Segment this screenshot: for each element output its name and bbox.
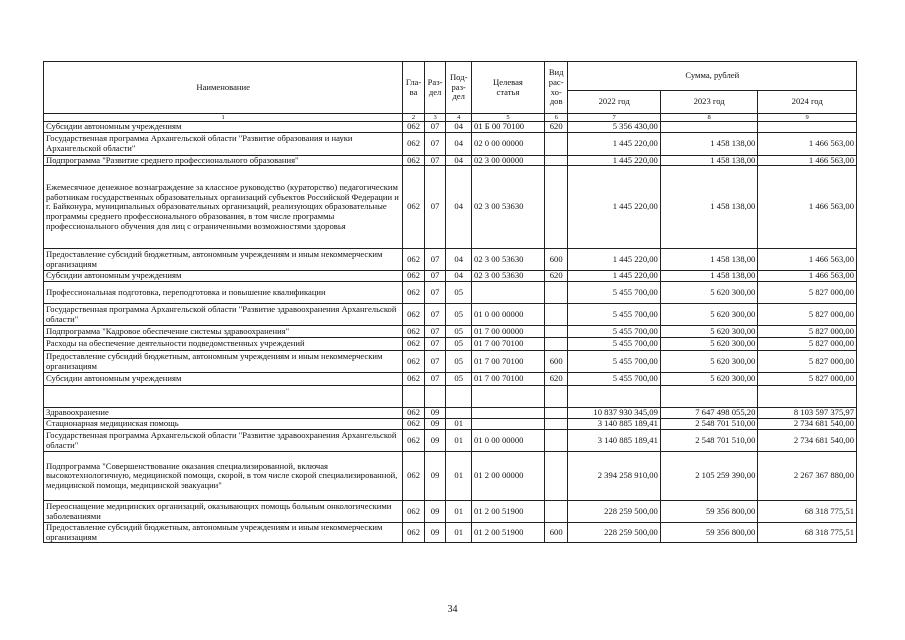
table-row	[44, 249, 857, 271]
row-name	[44, 386, 403, 408]
table-row	[44, 351, 857, 373]
row-subsection: 05	[446, 282, 472, 304]
table-row	[44, 419, 857, 430]
row-expense-kind: 620	[544, 271, 568, 282]
row-chapter: 062	[403, 419, 425, 430]
row-name: Субсидии автономным учреждениям	[44, 373, 403, 386]
row-subsection: 05	[446, 304, 472, 326]
row-sum-2022: 5 356 430,00	[568, 122, 660, 133]
row-name: Ежемесячное денежное вознаграждение за классное руководство (кураторство) педагогическим работникам государственных образовательных организаций субъектов Российской Федерации и г. Байконура, муниципальных образовательных организаций, реализующих образовательные программы среднего профессионального образования, в том числе программы профессионального обучения для лиц с ограниченными возможностями здоровья	[44, 166, 403, 249]
row-expense-kind	[544, 326, 568, 338]
row-chapter: 062	[403, 338, 425, 351]
table-row	[44, 452, 857, 501]
table-row	[44, 166, 857, 249]
column-number: 4	[446, 114, 472, 122]
row-expense-kind: 600	[544, 523, 568, 543]
row-target-article: 02 0 00 00000	[472, 132, 545, 155]
row-name: Подпрограмма "Совершенствование оказания специализированной, включая высокотехнологичную, медицинской помощи, скорой, в том числе скорой специализированной, медицинской помощи, медицинской эвакуации"	[44, 452, 403, 501]
table-row	[44, 386, 857, 408]
row-chapter: 062	[403, 501, 425, 523]
row-sum-2023: 59 356 800,00	[660, 501, 758, 523]
row-section: 07	[424, 373, 446, 386]
row-chapter: 062	[403, 351, 425, 373]
row-subsection: 01	[446, 430, 472, 452]
header-subsection	[446, 62, 472, 114]
header-subsection-text: Под- раз- дел	[449, 72, 468, 102]
row-chapter: 062	[403, 304, 425, 326]
row-target-article: 01 7 00 70100	[472, 351, 545, 373]
row-name: Государственная программа Архангельской области "Развитие здравоохранения Архангельской области"	[44, 304, 403, 326]
row-sum-2024: 2 267 367 880,00	[758, 452, 857, 501]
row-section: 07	[424, 166, 446, 249]
row-sum-2022: 228 259 500,00	[568, 523, 660, 543]
row-name: Стационарная медицинская помощь	[44, 419, 403, 430]
row-subsection	[446, 386, 472, 408]
row-subsection: 05	[446, 338, 472, 351]
row-name: Субсидии автономным учреждениям	[44, 271, 403, 282]
row-name: Государственная программа Архангельской области "Развитие здравоохранения Архангельской области"	[44, 430, 403, 452]
row-section: 07	[424, 249, 446, 271]
row-name: Расходы на обеспечение деятельности подведомственных учреждений	[44, 338, 403, 351]
row-subsection: 01	[446, 501, 472, 523]
row-subsection: 04	[446, 271, 472, 282]
row-sum-2022: 1 445 220,00	[568, 249, 660, 271]
row-chapter: 062	[403, 408, 425, 419]
row-section: 09	[424, 408, 446, 419]
row-sum-2023: 1 458 138,00	[660, 271, 758, 282]
row-name: Предоставление субсидий бюджетным, автономным учреждениям и иным некоммерческим организациям	[44, 351, 403, 373]
row-section: 07	[424, 271, 446, 282]
row-subsection	[446, 408, 472, 419]
row-chapter: 062	[403, 452, 425, 501]
row-sum-2023	[660, 386, 758, 408]
header-name: Наименование	[44, 62, 403, 114]
header-sum: Сумма, рублей	[568, 62, 857, 91]
row-target-article: 01 2 00 51900	[472, 501, 545, 523]
row-subsection: 04	[446, 122, 472, 133]
row-expense-kind	[544, 430, 568, 452]
row-chapter: 062	[403, 132, 425, 155]
table-row	[44, 501, 857, 523]
table-body	[44, 122, 857, 543]
row-sum-2022	[568, 386, 660, 408]
row-expense-kind	[544, 419, 568, 430]
row-subsection: 05	[446, 326, 472, 338]
row-target-article: 02 3 00 00000	[472, 155, 545, 166]
row-sum-2023: 1 458 138,00	[660, 166, 758, 249]
row-sum-2023: 1 458 138,00	[660, 249, 758, 271]
table-row	[44, 155, 857, 166]
header-section-text: Раз- дел	[427, 76, 443, 97]
row-sum-2024: 1 466 563,00	[758, 249, 857, 271]
row-sum-2022: 1 445 220,00	[568, 166, 660, 249]
column-number: 1	[44, 114, 403, 122]
table-row	[44, 338, 857, 351]
row-target-article	[472, 419, 545, 430]
table-row	[44, 373, 857, 386]
row-sum-2022: 5 455 700,00	[568, 304, 660, 326]
header-target	[472, 62, 545, 114]
row-sum-2022: 1 445 220,00	[568, 155, 660, 166]
row-name: Здравоохранение	[44, 408, 403, 419]
row-sum-2024: 2 734 681 540,00	[758, 430, 857, 452]
row-section	[424, 386, 446, 408]
row-sum-2023: 5 620 300,00	[660, 373, 758, 386]
row-sum-2023: 59 356 800,00	[660, 523, 758, 543]
row-section: 07	[424, 155, 446, 166]
row-target-article	[472, 386, 545, 408]
row-target-article: 02 3 00 53630	[472, 249, 545, 271]
row-name: Предоставление субсидий бюджетным, автономным учреждениям и иным некоммерческим организациям	[44, 523, 403, 543]
row-expense-kind	[544, 155, 568, 166]
row-section: 07	[424, 122, 446, 133]
row-target-article: 01 7 00 70100	[472, 338, 545, 351]
row-name: Государственная программа Архангельской области "Развитие образования и науки Архангельской области"	[44, 132, 403, 155]
row-section: 09	[424, 419, 446, 430]
row-sum-2022: 2 394 258 910,00	[568, 452, 660, 501]
row-sum-2023: 1 458 138,00	[660, 155, 758, 166]
row-sum-2024: 8 103 597 375,97	[758, 408, 857, 419]
row-expense-kind	[544, 338, 568, 351]
table-row	[44, 523, 857, 543]
row-subsection: 04	[446, 166, 472, 249]
row-name: Предоставление субсидий бюджетным, автономным учреждениям и иным некоммерческим организациям	[44, 249, 403, 271]
column-number: 5	[472, 114, 545, 122]
row-sum-2024: 5 827 000,00	[758, 282, 857, 304]
row-target-article	[472, 282, 545, 304]
row-sum-2024: 5 827 000,00	[758, 304, 857, 326]
row-sum-2023: 5 620 300,00	[660, 338, 758, 351]
row-sum-2022: 1 445 220,00	[568, 271, 660, 282]
table-row	[44, 122, 857, 133]
row-chapter: 062	[403, 373, 425, 386]
row-target-article: 01 7 00 00000	[472, 326, 545, 338]
row-sum-2024: 5 827 000,00	[758, 326, 857, 338]
row-expense-kind: 620	[544, 373, 568, 386]
row-sum-2024: 1 466 563,00	[758, 155, 857, 166]
row-chapter	[403, 386, 425, 408]
header-chapter	[403, 62, 425, 114]
row-target-article	[472, 408, 545, 419]
row-target-article: 01 0 00 00000	[472, 304, 545, 326]
table-row	[44, 304, 857, 326]
row-name: Профессиональная подготовка, переподготовка и повышение квалификации	[44, 282, 403, 304]
row-sum-2024: 5 827 000,00	[758, 373, 857, 386]
row-expense-kind	[544, 501, 568, 523]
header-year-2023: 2023 год	[660, 91, 758, 114]
row-name: Подпрограмма "Развитие среднего профессионального образования"	[44, 155, 403, 166]
row-sum-2024: 2 734 681 540,00	[758, 419, 857, 430]
row-expense-kind	[544, 408, 568, 419]
column-number: 2	[403, 114, 425, 122]
row-expense-kind	[544, 452, 568, 501]
row-subsection: 05	[446, 351, 472, 373]
row-sum-2022: 3 140 885 189,41	[568, 419, 660, 430]
header-year-2022: 2022 год	[568, 91, 660, 114]
row-sum-2023: 5 620 300,00	[660, 326, 758, 338]
row-chapter: 062	[403, 326, 425, 338]
row-sum-2023	[660, 122, 758, 133]
row-section: 07	[424, 351, 446, 373]
header-year-2024: 2024 год	[758, 91, 857, 114]
header-section	[424, 62, 446, 114]
row-sum-2023: 5 620 300,00	[660, 282, 758, 304]
row-sum-2024: 68 318 775,51	[758, 523, 857, 543]
row-chapter: 062	[403, 166, 425, 249]
column-number: 3	[424, 114, 446, 122]
row-section: 09	[424, 452, 446, 501]
row-sum-2024: 1 466 563,00	[758, 132, 857, 155]
table-row	[44, 326, 857, 338]
row-target-article: 01 2 00 00000	[472, 452, 545, 501]
row-sum-2023: 2 105 259 390,00	[660, 452, 758, 501]
row-section: 07	[424, 132, 446, 155]
row-sum-2022: 5 455 700,00	[568, 351, 660, 373]
row-sum-2022: 1 445 220,00	[568, 132, 660, 155]
row-chapter: 062	[403, 155, 425, 166]
row-sum-2022: 10 837 930 345,09	[568, 408, 660, 419]
column-number: 9	[758, 114, 857, 122]
row-expense-kind	[544, 282, 568, 304]
column-number-row	[44, 114, 857, 122]
table-row	[44, 132, 857, 155]
row-sum-2022: 5 455 700,00	[568, 373, 660, 386]
row-sum-2022: 3 140 885 189,41	[568, 430, 660, 452]
row-target-article: 01 7 00 70100	[472, 373, 545, 386]
row-section: 07	[424, 338, 446, 351]
row-target-article: 02 3 00 53630	[472, 271, 545, 282]
row-chapter: 062	[403, 282, 425, 304]
row-subsection: 01	[446, 452, 472, 501]
row-sum-2024: 1 466 563,00	[758, 166, 857, 249]
row-subsection: 01	[446, 419, 472, 430]
row-expense-kind: 600	[544, 351, 568, 373]
row-section: 09	[424, 501, 446, 523]
row-sum-2023: 2 548 701 510,00	[660, 419, 758, 430]
row-chapter: 062	[403, 249, 425, 271]
row-sum-2023: 5 620 300,00	[660, 304, 758, 326]
row-sum-2022: 5 455 700,00	[568, 338, 660, 351]
row-sum-2023: 5 620 300,00	[660, 351, 758, 373]
header-target-text: Целевая статья	[493, 76, 523, 97]
table-row	[44, 430, 857, 452]
row-sum-2022: 228 259 500,00	[568, 501, 660, 523]
header-kind-text: Вид рас- хо- дов	[548, 67, 564, 107]
row-chapter: 062	[403, 271, 425, 282]
row-target-article: 01 0 00 00000	[472, 430, 545, 452]
row-target-article: 01 Б 00 70100	[472, 122, 545, 133]
column-number: 7	[568, 114, 660, 122]
row-name: Переоснащение медицинских организаций, оказывающих помощь больным онкологическими заболеваниями	[44, 501, 403, 523]
row-expense-kind: 600	[544, 249, 568, 271]
row-sum-2024: 68 318 775,51	[758, 501, 857, 523]
row-name: Подпрограмма "Кадровое обеспечение системы здравоохранения"	[44, 326, 403, 338]
row-subsection: 05	[446, 373, 472, 386]
row-sum-2024: 1 466 563,00	[758, 271, 857, 282]
row-sum-2024	[758, 122, 857, 133]
row-name: Субсидии автономным учреждениям	[44, 122, 403, 133]
page-number: 34	[447, 604, 458, 615]
row-sum-2024: 5 827 000,00	[758, 351, 857, 373]
row-sum-2022: 5 455 700,00	[568, 282, 660, 304]
row-subsection: 04	[446, 132, 472, 155]
row-section: 09	[424, 430, 446, 452]
row-chapter: 062	[403, 122, 425, 133]
row-expense-kind: 620	[544, 122, 568, 133]
row-expense-kind	[544, 304, 568, 326]
row-section: 07	[424, 304, 446, 326]
row-sum-2022: 5 455 700,00	[568, 326, 660, 338]
table-row	[44, 408, 857, 419]
row-expense-kind	[544, 132, 568, 155]
row-section: 09	[424, 523, 446, 543]
row-sum-2024	[758, 386, 857, 408]
column-number: 8	[660, 114, 758, 122]
column-number: 6	[544, 114, 568, 122]
row-subsection: 01	[446, 523, 472, 543]
row-expense-kind	[544, 386, 568, 408]
row-section: 07	[424, 326, 446, 338]
header-chapter-text: Гла- ва	[405, 76, 422, 97]
row-target-article: 01 2 00 51900	[472, 523, 545, 543]
table-row	[44, 271, 857, 282]
header-kind	[544, 62, 568, 114]
row-subsection: 04	[446, 249, 472, 271]
row-target-article: 02 3 00 53630	[472, 166, 545, 249]
row-sum-2023: 2 548 701 510,00	[660, 430, 758, 452]
row-sum-2023: 1 458 138,00	[660, 132, 758, 155]
row-sum-2024: 5 827 000,00	[758, 338, 857, 351]
row-chapter: 062	[403, 523, 425, 543]
row-section: 07	[424, 282, 446, 304]
row-sum-2023: 7 647 498 055,20	[660, 408, 758, 419]
row-chapter: 062	[403, 430, 425, 452]
row-expense-kind	[544, 166, 568, 249]
budget-table	[43, 61, 857, 543]
row-subsection: 04	[446, 155, 472, 166]
table-row	[44, 282, 857, 304]
